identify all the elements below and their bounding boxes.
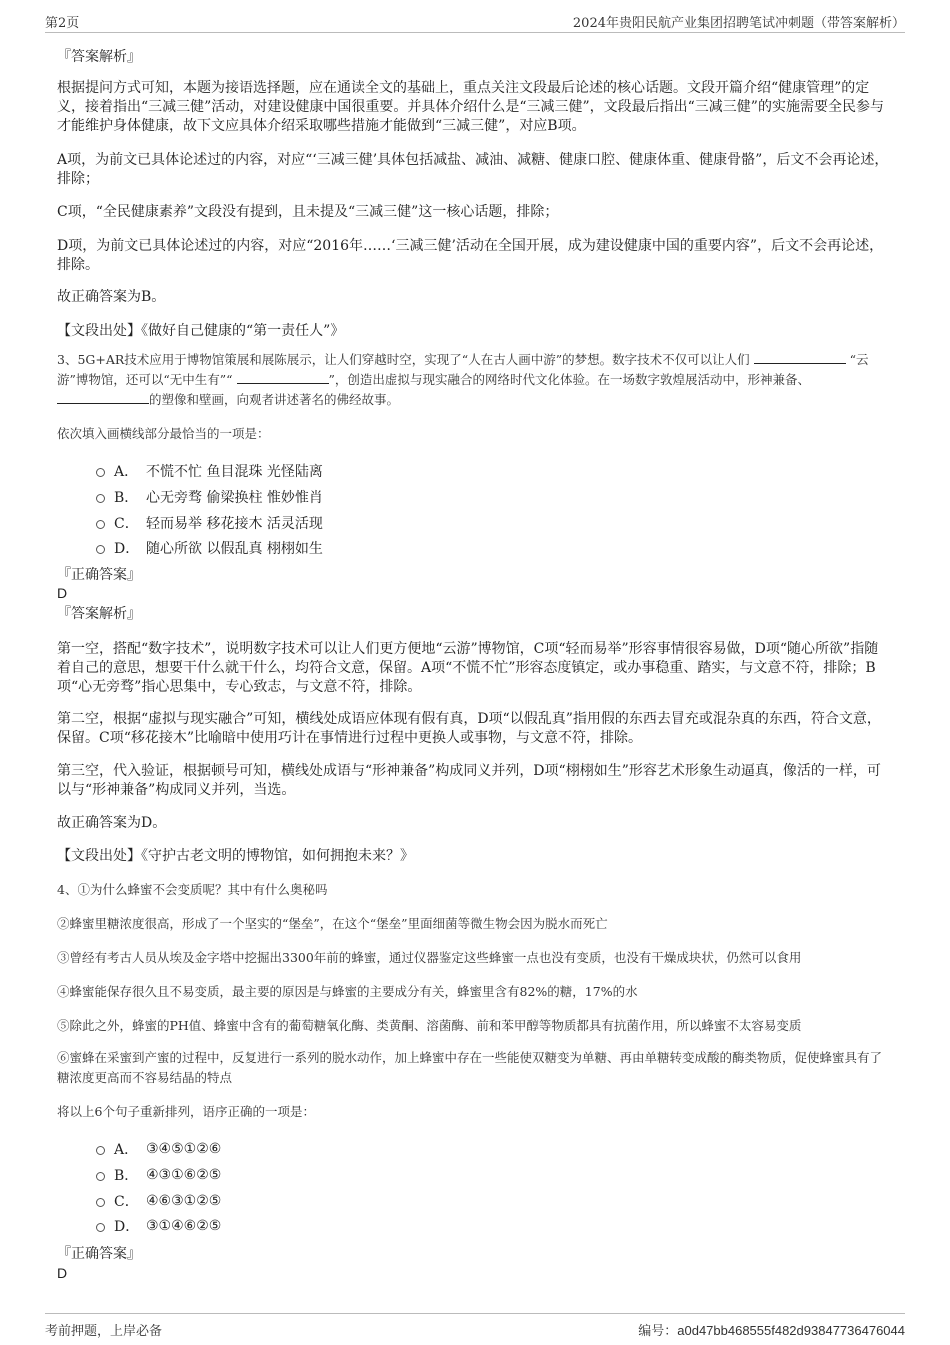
analysis-label: 『答案解析』 [57, 49, 141, 65]
radio-circle-icon[interactable] [96, 1198, 105, 1207]
option-c[interactable]: C． 轻而易举 移花接木 活灵活现 [96, 513, 323, 533]
source-citation: 【文段出处】《做好自己健康的“第一责任人”》 [57, 323, 345, 339]
radio-circle-icon[interactable] [96, 520, 105, 529]
answer-conclusion: 故正确答案为B。 [57, 289, 166, 305]
option-b[interactable]: B． ④③①⑥②⑤ [96, 1165, 221, 1185]
correct-answer: D [57, 1265, 68, 1281]
question-4-sentence: ⑥蜜蜂在采蜜到产蜜的过程中，反复进行一系列的脱水动作，加上蜂蜜中存在一些能使双糖变为单糖、再由单糖转变成酸的酶类物质，促使蜂蜜具有了糖浓度更高而不容易结晶的特点 [57, 1050, 883, 1085]
option-d[interactable]: D． ③①④⑥②⑤ [96, 1216, 221, 1236]
radio-circle-icon[interactable] [96, 1223, 105, 1232]
correct-answer-label: 『正确答案』 [57, 567, 141, 583]
option-a[interactable]: A． ③④⑤①②⑥ [96, 1139, 221, 1159]
radio-circle-icon[interactable] [96, 1146, 105, 1155]
analysis-paragraph: D项，为前文已具体论述过的内容，对应“2016年……‘三减三健’活动在全国开展，成为建设健康中国的重要内容”，后文不会再论述，排除。 [57, 238, 884, 273]
option-a[interactable]: A． 不慌不忙 鱼目混珠 光怪陆离 [96, 461, 323, 481]
question-4-sentence: ②蜂蜜里糖浓度很高，形成了一个坚实的“堡垒”，在这个“堡垒”里面细菌等微生物会因为脱水而死亡 [57, 916, 608, 931]
radio-circle-icon[interactable] [96, 494, 105, 503]
question-instruction: 将以上6个句子重新排列，语序正确的一项是： [57, 1104, 315, 1119]
radio-circle-icon[interactable] [96, 468, 105, 477]
analysis-paragraph: 根据提问方式可知，本题为接语选择题，应在通读全文的基础上，重点关注文段最后论述的核心话题。文段开篇介绍“健康管理”的定义，接着指出“三减三健”活动，对建设健康中国很重要。并具体介绍什么是“三减三健”，文段最后指出“三减三健”的实施需要全民参与才能维护身体健康，故下文应具体介绍采取哪些措施才能做到“三减三健”，对应B项。 [57, 80, 884, 134]
radio-circle-icon[interactable] [96, 1172, 105, 1181]
analysis-paragraph: 第一空，搭配“数字技术”，说明数字技术可以让人们更方便地“云游”博物馆，C项“轻而易举”形容事情很容易做，D项“随心所欲”指随着自己的意思，想要干什么就干什么，均符合文意，保留。A项“不慌不忙”形容态度镇定，或办事稳重、踏实，与文意不符，排除；B项“心无旁骛”指心思集中，专心致志，与文意不符，排除。 [57, 641, 879, 695]
source-citation: 【文段出处】《守护古老文明的博物馆，如何拥抱未来？》 [57, 848, 414, 864]
question-4-sentence: 4、①为什么蜂蜜不会变质呢？其中有什么奥秘吗 [57, 882, 328, 897]
footer-slogan: 考前押题，上岸必备 [45, 1324, 163, 1339]
analysis-paragraph: A项，为前文已具体论述过的内容，对应“‘三减三健’具体包括减盐、减油、减糖、健康口腔、健康体重、健康骨骼”，后文不会再论述，排除； [57, 152, 889, 187]
option-b[interactable]: B． 心无旁骛 偷梁换柱 惟妙惟肖 [96, 487, 323, 507]
radio-circle-icon[interactable] [96, 545, 105, 554]
fill-blank [57, 391, 149, 404]
fill-blank [754, 351, 846, 364]
question-4-sentence: ④蜂蜜能保存很久且不易变质，最主要的原因是与蜂蜜的主要成分有关，蜂蜜里含有82%的糖，17%的水 [57, 984, 638, 999]
question-instruction: 依次填入画横线部分最恰当的一项是： [57, 426, 270, 441]
answer-conclusion: 故正确答案为D。 [57, 815, 167, 831]
analysis-paragraph: C项，“全民健康素养”文段没有提到，且未提及“三减三健”这一核心话题，排除； [57, 204, 559, 220]
page-number: 第2页 [45, 16, 80, 31]
correct-answer: D [57, 585, 68, 601]
analysis-paragraph: 第二空，根据“虚拟与现实融合”可知，横线处成语应体现有假有真，D项“以假乱真”指用假的东西去冒充或混杂真的东西，符合文意，保留。C项“移花接木”比喻暗中使用巧计在事情进行过程中更换人或事物，与文意不符，排除。 [57, 711, 881, 746]
correct-answer-label: 『正确答案』 [57, 1246, 141, 1262]
question-3-stem: 3、5G+AR技术应用于博物馆策展和展陈展示，让人们穿越时空，实现了“人在古人画中游”的梦想。数字技术不仅可以让人们 “云游”博物馆，还可以“无中生有”“ ”，创造出虚拟与现实融合的网络时代文化体验。在一场数字敦煌展活动中，形神兼备、 的塑像和壁画，向观者讲述著名的佛经故事。 [57, 352, 869, 407]
page-header [45, 12, 905, 33]
option-c[interactable]: C． ④⑥③①②⑤ [96, 1191, 221, 1211]
option-d[interactable]: D． 随心所欲 以假乱真 栩栩如生 [96, 538, 323, 558]
fill-blank [237, 371, 329, 384]
document-code: 编号：a0d47bb468555f482d93847736476044 [638, 1323, 905, 1339]
question-4-sentence: ③曾经有考古人员从埃及金字塔中挖掘出3300年前的蜂蜜，通过仪器鉴定这些蜂蜜一点也没有变质，也没有干燥成块状，仍然可以食用 [57, 950, 802, 965]
document-title: 2024年贵阳民航产业集团招聘笔试冲刺题（带答案解析） [572, 16, 905, 31]
analysis-label: 『答案解析』 [57, 606, 141, 622]
page-footer [45, 1313, 905, 1342]
question-4-sentence: ⑤除此之外，蜂蜜的PH值、蜂蜜中含有的葡萄糖氧化酶、类黄酮、溶菌酶、前和苯甲醇等物质都具有抗菌作用，所以蜂蜜不太容易变质 [57, 1018, 802, 1033]
analysis-paragraph: 第三空，代入验证，根据顿号可知，横线处成语与“形神兼备”构成同义并列，D项“栩栩如生”形容艺术形象生动逼真，像活的一样，可以与“形神兼备”构成同义并列，当选。 [57, 763, 881, 798]
